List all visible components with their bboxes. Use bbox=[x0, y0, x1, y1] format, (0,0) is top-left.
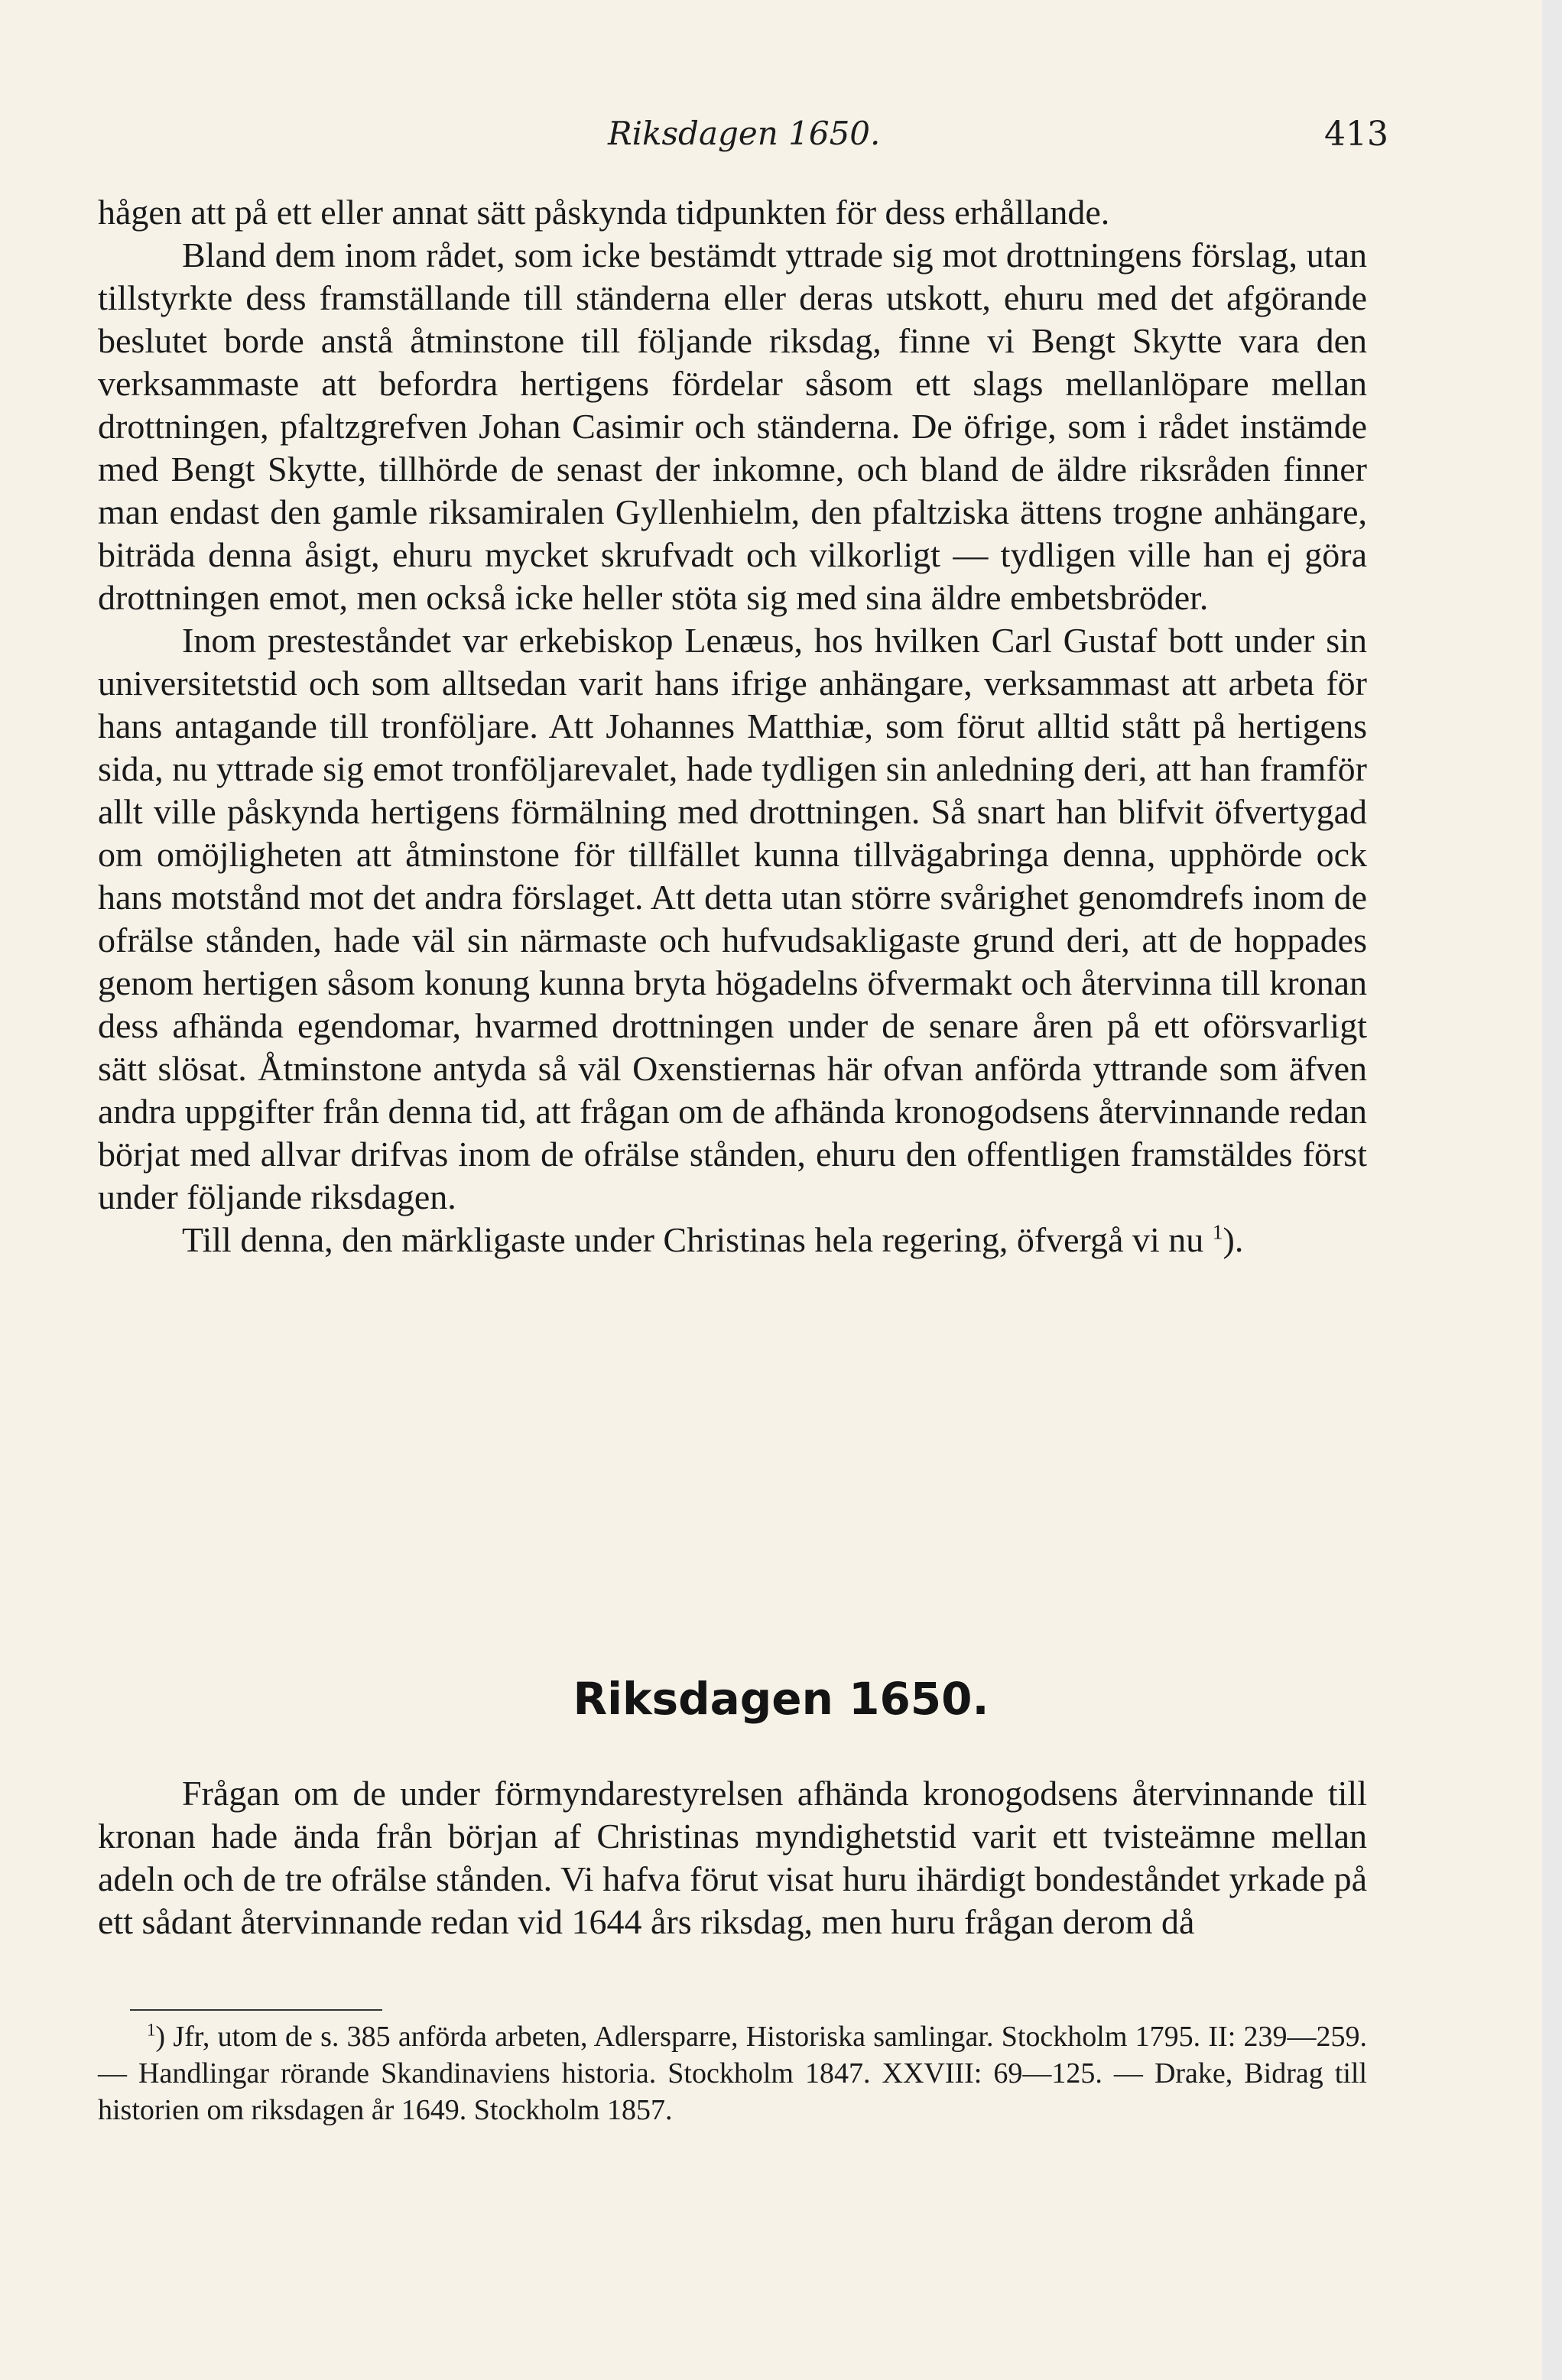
footnote bbox=[98, 2018, 1367, 2128]
scan-edge bbox=[1542, 0, 1562, 2380]
paragraph-2: Bland dem inom rådet, som icke bestämdt yttrade sig mot drottningens förslag, utan tillstyrkte dess framställande till ständerna eller deras utskott, ehuru med det afgörande beslutet borde anstå åtminstone till följande riksdag, finne vi Bengt Skytte vara den verksammaste att befordra hertigens fördelar såsom ett slags mellanlöpare mellan drottningen, pfaltzgrefven Johan Casimir och ständerna. De öfrige, som i rådet instämde med Bengt Skytte, tillhörde de senast der inkomne, och bland de äldre riksråden finner man endast den gamle riksamiralen Gyllenhielm, den pfaltziska ättens trogne anhängare, biträda denna åsigt, ehuru mycket skrufvadt och vilkorligt — tydligen ville han ej göra drottningen emot, men också icke heller stöta sig med sina äldre embetsbröder. bbox=[98, 235, 1367, 617]
section-heading: Riksdagen 1650. bbox=[573, 1673, 989, 1725]
section-paragraph-1: Frågan om de under förmyndarestyrelsen afhända kronogodsens återvinnande till kronan hade ända från början af Christinas myndighetstid varit ett tvisteämne mellan adeln och de tre ofrälse stånden. Vi hafva förut visat huru ihärdigt bondeståndet yrkade på ett sådant återvinnande redan vid 1644 års riksdag, men huru frågan derom då bbox=[98, 1774, 1367, 1941]
paragraph-1: hågen att på ett eller annat sätt påskynda tidpunkten för dess erhållande. bbox=[98, 193, 1110, 232]
paragraph-4-text: Till denna, den märkligaste under Christinas hela regering, öfvergå vi nu bbox=[182, 1220, 1204, 1259]
footnote-reference-paren: ). bbox=[1223, 1220, 1244, 1259]
footnote-marker: 1 bbox=[147, 2020, 156, 2040]
footnote-reference: 1 bbox=[1212, 1219, 1223, 1244]
running-title: Riksdagen 1650. bbox=[608, 115, 881, 152]
footnote-paragraph bbox=[98, 2018, 1367, 2128]
footnote-marker-paren: ) bbox=[155, 2021, 166, 2053]
main-text bbox=[98, 191, 1367, 1261]
footnote-rule bbox=[130, 2009, 382, 2011]
paragraph-3: Inom presteståndet var erkebiskop Lenæus, hos hvilken Carl Gustaf bott under sin universitetstid och som alltsedan varit hans ifrige anhängare, verksammast att arbeta för hans antagande till tronföljare. Att Johannes Matthiæ, som förut alltid stått på hertigens sida, nu yttrade sig emot tronföljarevalet, hade tydligen sin anledning deri, att han framför allt ville påskynda hertigens förmälning med drottningen. Så snart han blifvit öfvertygad om omöjligheten att åtminstone för tillfället kunna tillvägabringa denna, upphörde ock hans motstånd mot det andra förslaget. Att detta utan större svårighet genomdrefs inom de ofrälse stånden, hade väl sin närmaste och hufvudsakligaste grund deri, att de hoppades genom hertigen såsom konung kunna bryta högadelns öfvermakt och återvinna till kronan dess afhända egendomar, hvarmed drottningen under de senare åren på ett oförsvarligt sätt slösat. Åtminstone antyda så väl Oxenstiernas här ofvan anförda yttrande som äfven andra uppgifter från denna tid, att frågan om de afhända kronogodsens återvinnande redan börjat med allvar drifvas inom de ofrälse stånden, ehuru den offentligen framstäldes först under följande riksdagen. bbox=[98, 621, 1367, 1216]
section-text bbox=[98, 1772, 1367, 1943]
page-number: 413 bbox=[1324, 115, 1388, 154]
paragraph-4 bbox=[98, 1219, 1367, 1261]
footnote-text: Jfr, utom de s. 385 anförda arbeten, Adlersparre, Historiska samlingar. Stockholm 1795. II: 239—259. — Handlingar rörande Skandinaviens historia. Stockholm 1847. XXVIII: 69—125. — Drake, Bidrag till historien om riksdagen år 1649. Stockholm 1857. bbox=[98, 2021, 1367, 2126]
page-header bbox=[0, 115, 1562, 168]
